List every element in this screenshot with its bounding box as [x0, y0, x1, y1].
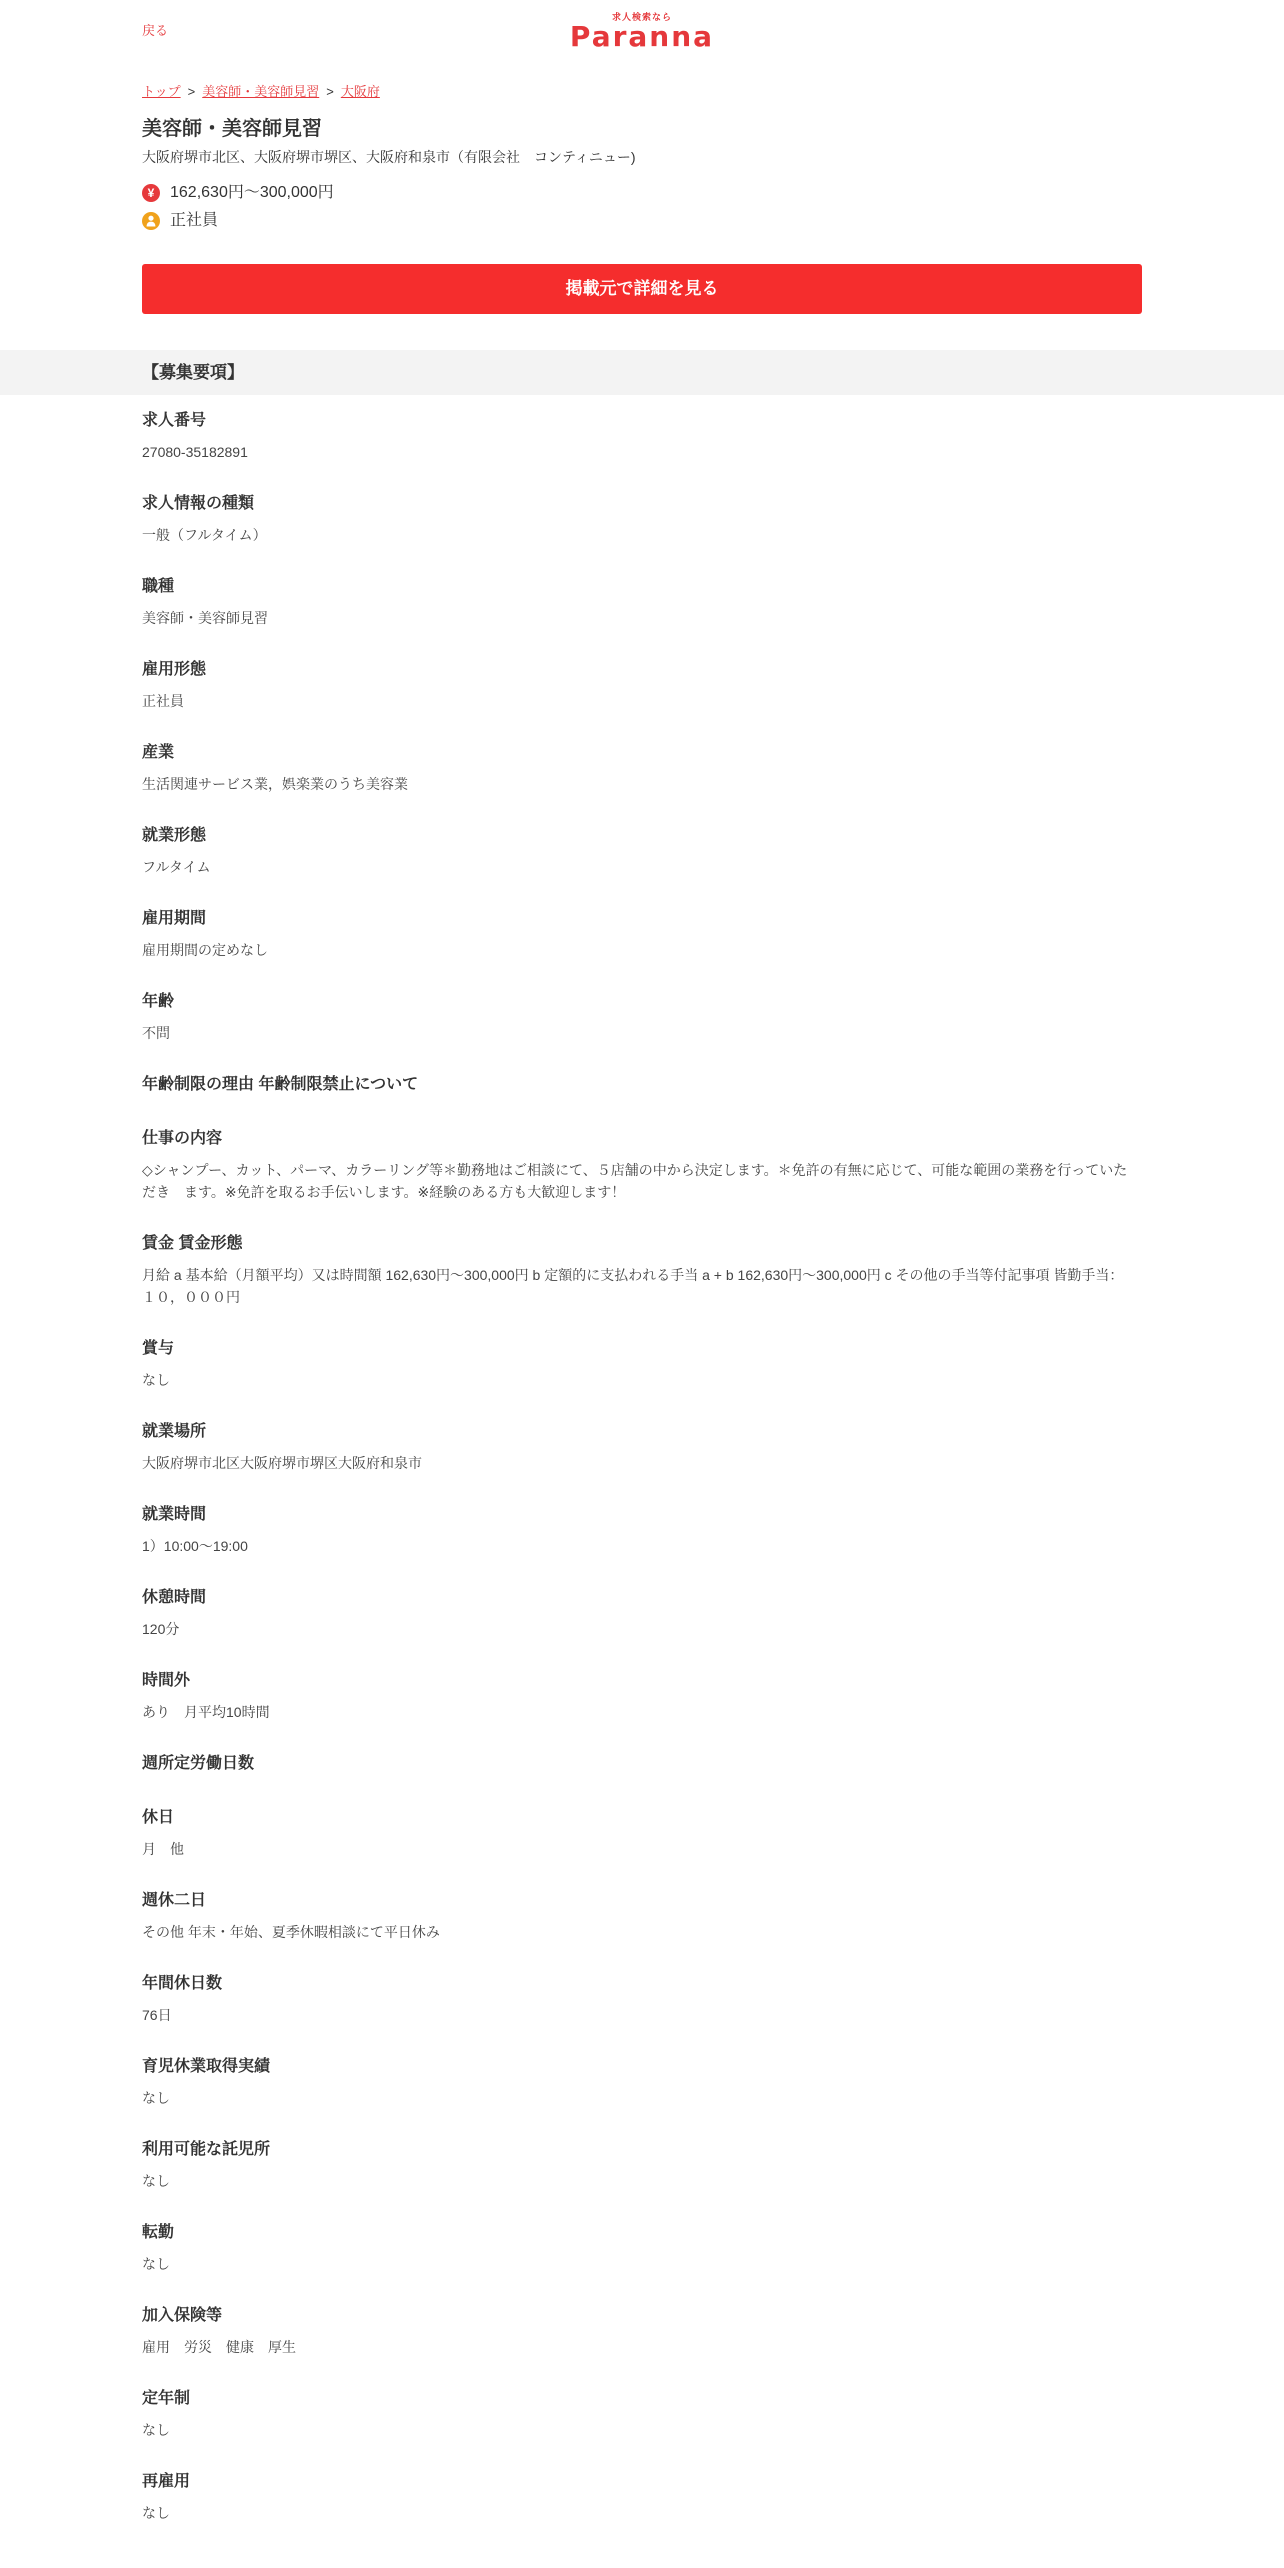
breadcrumb [142, 82, 1142, 102]
field-label: 週休二日 [142, 1892, 207, 1909]
field-label: 求人番号 [142, 412, 207, 429]
field-label: 賞与 [142, 1340, 175, 1357]
field-value [142, 1701, 1142, 1723]
field-value-line: なし [142, 2256, 170, 2272]
field-item [142, 1971, 1142, 2026]
field-label: 年齢制限の理由 年齢制限禁止について [142, 1076, 419, 1093]
field-label: 就業形態 [142, 827, 207, 844]
field-item [142, 1231, 1142, 1308]
back-link[interactable]: 戻る [142, 23, 169, 38]
field-item [142, 2303, 1142, 2358]
field-item [142, 1585, 1142, 1640]
field-value [142, 2502, 1142, 2524]
field-value [142, 1452, 1142, 1474]
field-value [142, 2004, 1142, 2026]
field-item [142, 740, 1142, 795]
field-label: 職種 [142, 578, 175, 595]
field-item [142, 1502, 1142, 1557]
field-label: 雇用期間 [142, 910, 207, 927]
field-value-line: 生活関連サービス業，娯楽業のうち美容業 [142, 776, 408, 792]
field-value-line: 月 他 [142, 1841, 184, 1857]
field-label: 利用可能な託児所 [142, 2141, 271, 2158]
field-value-line: 27080-35182891 [142, 444, 248, 460]
field-label: 定年制 [142, 2390, 191, 2407]
field-label: 休憩時間 [142, 1589, 207, 1606]
field-label: 時間外 [142, 1672, 191, 1689]
logo-tagline: 求人検索なら [611, 12, 673, 22]
field-value [142, 2419, 1142, 2441]
field-value-line: なし [142, 1372, 170, 1388]
field-value-line: なし [142, 2090, 170, 2106]
field-label: 育児休業取得実績 [142, 2058, 271, 2075]
field-item [142, 1336, 1142, 1391]
field-label: 求人情報の種類 [142, 495, 255, 512]
breadcrumb-link-occupation[interactable]: 美容師・美容師見習 [202, 84, 320, 99]
field-value [142, 939, 1142, 961]
field-value-line: なし [142, 2505, 170, 2521]
field-value [142, 1535, 1142, 1557]
field-value-line: 雇用 労災 健康 厚生 [142, 2339, 296, 2355]
job-details-list [142, 395, 1142, 2524]
field-label: 仕事の内容 [142, 1130, 223, 1147]
employment-row [142, 209, 1142, 233]
field-value-line: 月給 a 基本給（月額平均）又は時間額 162,630円～300,000円 b 定額的に支払われる手当 a + b 162,630円～300,000円 c その他の手当等付記事項 皆勤手当： [142, 1267, 1124, 1283]
field-value [142, 2336, 1142, 2358]
field-value-line: だき ます。※免許を取るお手伝いします。※経験のある方も大歓迎します！ [142, 1184, 626, 1200]
field-value [142, 773, 1142, 795]
field-label: 週所定労働日数 [142, 1755, 255, 1772]
field-value [142, 1159, 1142, 1203]
field-value-line: 美容師・美容師見習 [142, 610, 268, 626]
job-locations: 大阪府堺市北区、大阪府堺市堺区、大阪府和泉市（有限会社 コンティニュー) [142, 149, 636, 165]
field-label: 加入保険等 [142, 2307, 223, 2324]
field-item [142, 1805, 1142, 1860]
field-label: 産業 [142, 744, 175, 761]
field-value [142, 2170, 1142, 2192]
field-value [142, 1369, 1142, 1391]
salary-text: 162,630円～300,000円 [170, 184, 334, 201]
field-item [142, 2469, 1142, 2524]
field-label: 休日 [142, 1809, 175, 1826]
field-value [142, 1921, 1142, 1943]
section-header-band [0, 350, 1284, 395]
field-item [142, 1126, 1142, 1203]
field-item [142, 657, 1142, 712]
field-value [142, 441, 1142, 463]
field-item [142, 989, 1142, 1044]
field-value-line: なし [142, 2173, 170, 2189]
salary-row [142, 181, 1142, 205]
field-value [142, 607, 1142, 629]
field-item [142, 1668, 1142, 1723]
field-item [142, 574, 1142, 629]
field-label: 賃金 賃金形態 [142, 1235, 243, 1252]
field-label: 再雇用 [142, 2473, 191, 2490]
employment-type-text: 正社員 [170, 212, 219, 229]
field-value-line: フルタイム [142, 859, 211, 875]
field-value-line: ◇シャンプー、カット、パーマ、カラーリング等＊勤務地はご相談にて、５店舗の中から決定します。＊免許の有無に応じて、可能な範囲の業務を行っていた [142, 1162, 1128, 1178]
field-value-line: 大阪府堺市北区大阪府堺市堺区大阪府和泉市 [142, 1455, 422, 1471]
field-item [142, 906, 1142, 961]
field-value [142, 690, 1142, 712]
person-icon [142, 212, 160, 230]
breadcrumb-separator: > [326, 84, 334, 99]
field-item [142, 2137, 1142, 2192]
field-value-line: 1）10:00～19:00 [142, 1538, 248, 1554]
field-value-line: 一般（フルタイム） [142, 527, 267, 543]
field-item [142, 2220, 1142, 2275]
field-value [142, 1838, 1142, 1860]
field-item [142, 823, 1142, 878]
field-value-line: １０，０００円 [142, 1289, 240, 1305]
logo-text: Paranna [569, 20, 715, 53]
field-value [142, 1022, 1142, 1044]
field-label: 就業時間 [142, 1506, 207, 1523]
section-title: 【募集要項】 [142, 363, 244, 382]
field-value-line: 雇用期間の定めなし [142, 942, 268, 958]
field-item [142, 408, 1142, 463]
breadcrumb-separator: > [187, 84, 196, 99]
field-value [142, 2087, 1142, 2109]
breadcrumb-link-top[interactable]: トップ [142, 84, 181, 99]
field-value-line: 正社員 [142, 693, 184, 709]
field-item [142, 1888, 1142, 1943]
field-value-line: その他 年末・年始、夏季休暇相談にて平日休み [142, 1924, 440, 1940]
field-value [142, 856, 1142, 878]
header [142, 0, 1142, 60]
field-value [142, 1618, 1142, 1640]
field-value [142, 2253, 1142, 2275]
field-value-line: あり 月平均10時間 [142, 1704, 270, 1720]
page-title: 美容師・美容師見習 [142, 118, 322, 140]
field-label: 就業場所 [142, 1423, 207, 1440]
field-value-line: 120分 [142, 1621, 180, 1637]
field-item [142, 2054, 1142, 2109]
field-item [142, 1072, 1142, 1098]
yen-icon [142, 184, 160, 202]
field-value-line: 不問 [142, 1025, 170, 1041]
field-value [142, 1264, 1142, 1308]
field-label: 年齢 [142, 993, 175, 1010]
field-label: 転勤 [142, 2224, 175, 2241]
field-label: 雇用形態 [142, 661, 207, 678]
field-item [142, 1419, 1142, 1474]
field-value-line: なし [142, 2422, 170, 2438]
breadcrumb-link-prefecture[interactable]: 大阪府 [340, 84, 380, 99]
top-section [142, 0, 1142, 314]
field-value-line: 76日 [142, 2007, 172, 2023]
field-value [142, 524, 1142, 546]
field-item [142, 1751, 1142, 1777]
field-label: 年間休日数 [142, 1975, 223, 1992]
field-item [142, 491, 1142, 546]
logo[interactable] [570, 12, 714, 51]
view-details-button[interactable]: 掲載元で詳細を見る [142, 264, 1142, 314]
field-item [142, 2386, 1142, 2441]
